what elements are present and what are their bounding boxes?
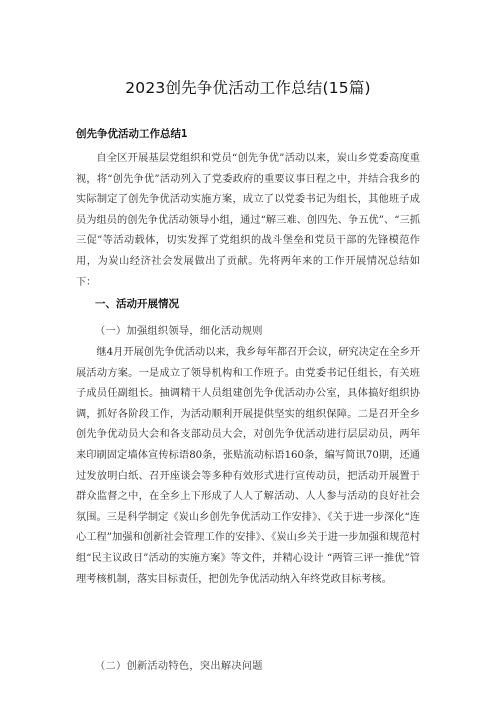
subheading-innovation: （二）创新活动特色，突出解决问题 [95,661,263,672]
part-heading: 一、活动开展情况 [95,298,179,310]
intro-paragraph: 自全区开展基层党组织和党员“创先争优”活动以来，炭山乡党委高度重视，将“创先争优”活动列入了党委政府的重要议事日程之中，并结合我乡的实际制定了创先争优活动实施方案，成立了以党委书记为组长，其他班子成员为组员的创先争优活动领导小组，通过“解三难、创四先、争五优”、“三抓三促”等活动载体，切实发挥了党组织的战斗堡垒和党员干部的先锋模范作用，为炭山经济社会发展做出了贡献。先将两年来的工作开展情况总结如下： [76,153,420,288]
document-title: 2023创先争优活动工作总结(15篇) [125,79,371,97]
subheading-organization: （一）加强组织领导，细化活动规则 [95,326,263,337]
section-heading: 创先争优活动工作总结1 [76,128,188,140]
body-paragraph: 继4月开展创先争优活动以来，我乡每年都召开会议，研究决定在全乡开展活动方案。一是成立了领导机构和工作班子。由党委书记任组长，有关班子成员任副组长。抽调精干人员组建创先争优活动办公室，具体搞好组织协调，抓好各阶段工作，为活动顺利开展提供坚实的组织保障。二是召开全乡创先争优动员大会和各支部动员大会，对创先争优活动进行层层动员，两年来印刷固定墙体宣传标语80条，张贴流动标语160条，编写简讯70期，还通过发放明白纸、召开座谈会等多种有效形式进行宣传动员，把活动开展置于群众监督之中，在全乡上下形成了人人了解活动、人人参与活动的良好社会氛围。三是科学制定《炭山乡创先争优活动工作安排》、《关于进一步深化“连心工程”加强和创新社会管理工作的安排》、《炭山乡关于进一步加强和规范村组“民主议政日”活动的实施方案》等文件，并精心设计 “两管三评一推优”管理考核机制，落实目标责任，把创先争优活动纳入年终党政目标考核。 [76,347,420,585]
